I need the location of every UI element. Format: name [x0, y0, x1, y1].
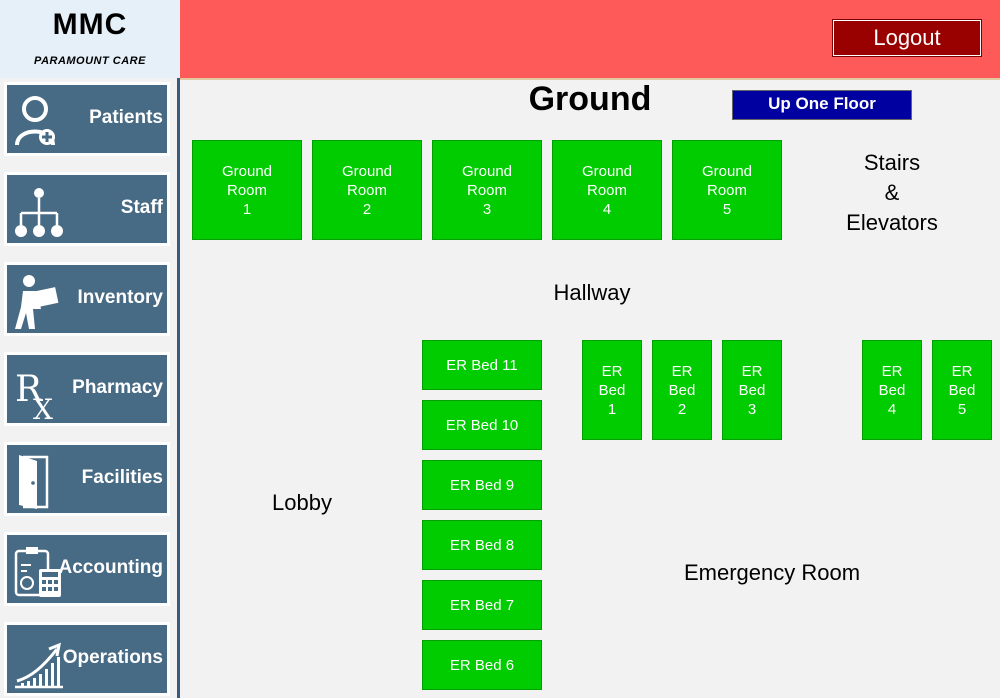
- er-bed-2[interactable]: ER Bed 2: [652, 340, 712, 440]
- logo-subtitle: PARAMOUNT CARE: [34, 55, 146, 67]
- lobby-label: Lobby: [272, 490, 332, 515]
- sidebar: [0, 0, 180, 698]
- nav-pharmacy-button[interactable]: [4, 352, 170, 426]
- nav-patients-button[interactable]: [4, 82, 170, 156]
- nav-operations-label: Operations: [62, 647, 163, 668]
- nav-staff-button[interactable]: [4, 172, 170, 246]
- er-bed-9[interactable]: ER Bed 9: [422, 460, 542, 510]
- svg-text:X: X: [33, 393, 53, 421]
- er-bed-1[interactable]: ER Bed 1: [582, 340, 642, 440]
- er-bed-3[interactable]: ER Bed 3: [722, 340, 782, 440]
- stairs-elevators-label: Stairs & Elevators: [846, 150, 938, 235]
- er-bed-7[interactable]: ER Bed 7: [422, 580, 542, 630]
- nav-accounting-button[interactable]: [4, 532, 170, 606]
- logo: [0, 0, 180, 78]
- nav-accounting-label: Accounting: [58, 557, 163, 578]
- er-bed-11[interactable]: ER Bed 11: [422, 340, 542, 390]
- nav-staff-label: Staff: [120, 197, 163, 218]
- logout-button[interactable]: Logout: [833, 20, 981, 56]
- er-bed-6[interactable]: ER Bed 6: [422, 640, 542, 690]
- up-one-floor-button[interactable]: Up One Floor: [732, 90, 912, 120]
- svg-text:R: R: [15, 369, 43, 410]
- nav-operations-button[interactable]: [4, 622, 170, 696]
- ground-room-1[interactable]: Ground Room 1: [192, 140, 302, 240]
- ground-room-3[interactable]: Ground Room 3: [432, 140, 542, 240]
- ground-room-5[interactable]: Ground Room 5: [672, 140, 782, 240]
- ground-room-2[interactable]: Ground Room 2: [312, 140, 422, 240]
- logo-title: MMC: [52, 8, 128, 41]
- nav-patients-label: Patients: [89, 107, 163, 128]
- er-bed-8[interactable]: ER Bed 8: [422, 520, 542, 570]
- door-icon: [13, 453, 57, 511]
- nav-facilities-button[interactable]: [4, 442, 170, 516]
- patient-icon: [13, 93, 61, 149]
- er-bed-5[interactable]: ER Bed 5: [932, 340, 992, 440]
- emergency-room-label: Emergency Room: [683, 560, 861, 585]
- nav-pharmacy-label: Pharmacy: [72, 377, 163, 398]
- person-carrying-box-icon: [13, 273, 63, 331]
- org-chart-icon: [13, 183, 69, 241]
- floor-title: Ground: [528, 80, 652, 118]
- accounting-calculator-icon: [13, 543, 65, 601]
- growth-chart-icon: [13, 633, 65, 691]
- er-bed-4[interactable]: ER Bed 4: [862, 340, 922, 440]
- hallway-label: Hallway: [553, 280, 631, 305]
- nav-inventory-label: Inventory: [77, 287, 163, 308]
- nav-facilities-label: Facilities: [81, 467, 163, 488]
- nav-inventory-button[interactable]: [4, 262, 170, 336]
- ground-room-4[interactable]: Ground Room 4: [552, 140, 662, 240]
- rx-icon: [13, 363, 63, 421]
- er-bed-10[interactable]: ER Bed 10: [422, 400, 542, 450]
